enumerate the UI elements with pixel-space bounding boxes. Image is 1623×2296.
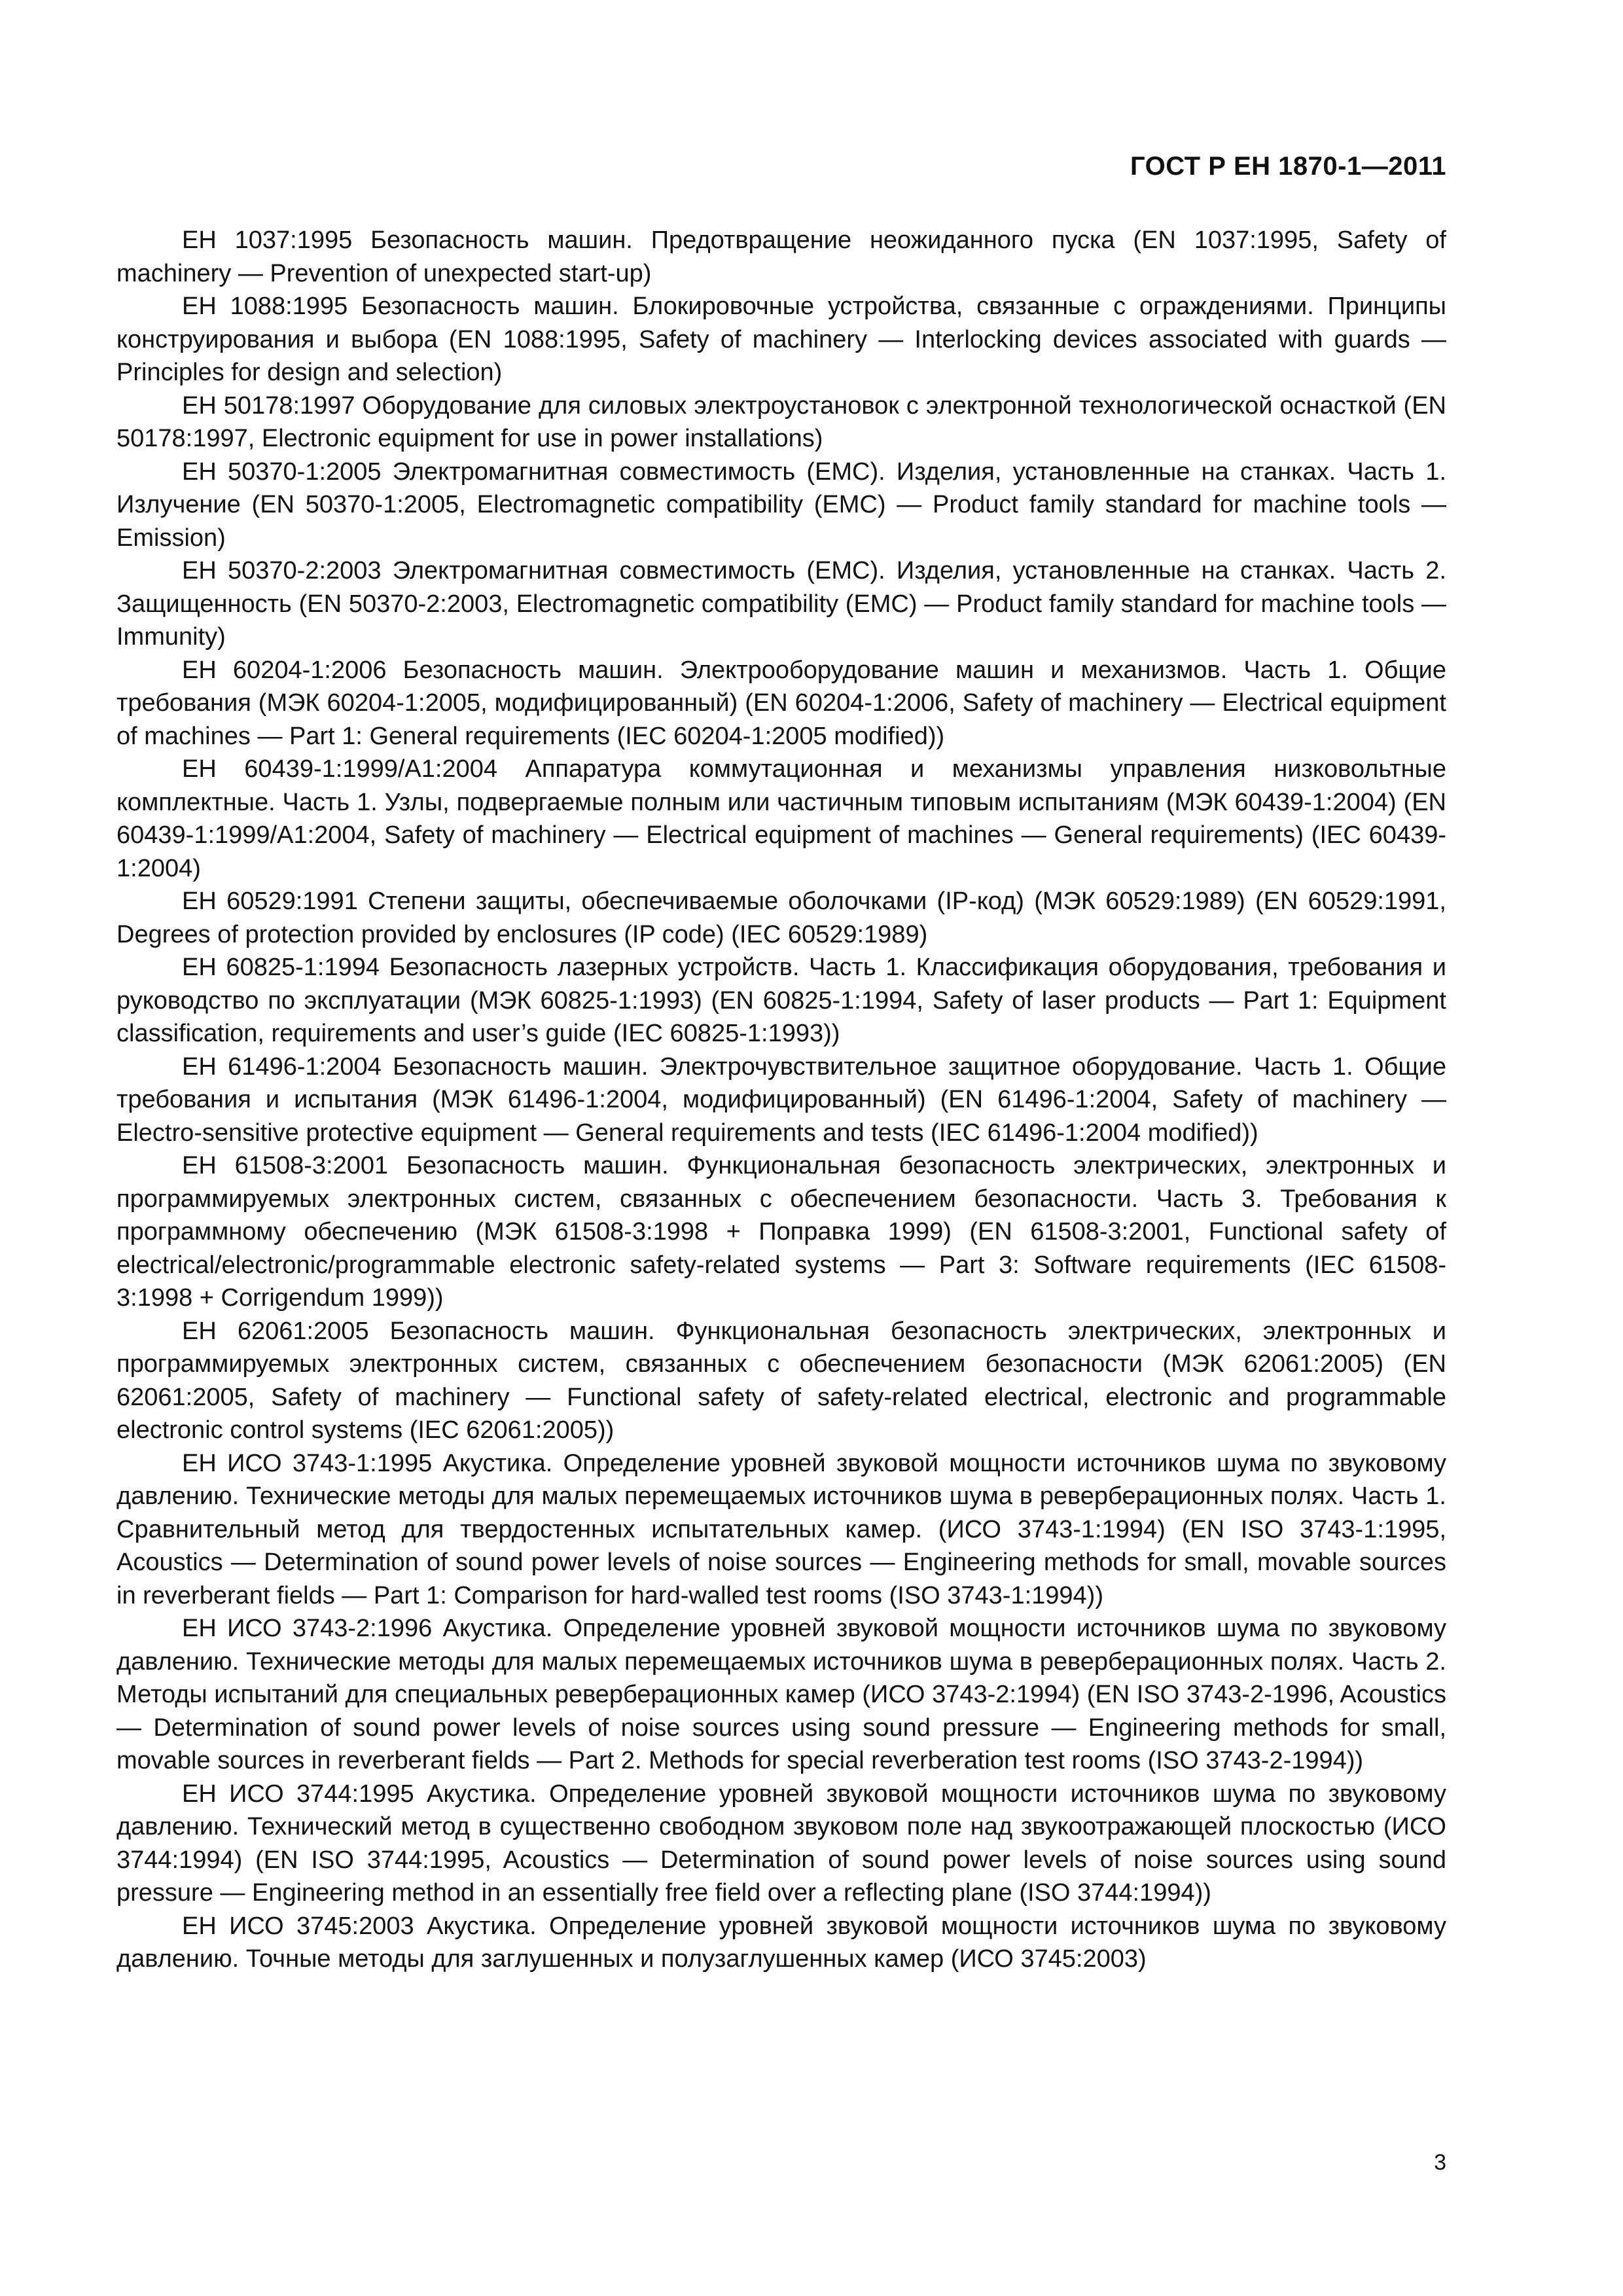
reference-paragraph: ЕН 62061:2005 Безопасность машин. Функциональная безопасность электрических, электронных и программируемых электронных систем, связанных с обеспечением безопасности (МЭК 62061:2005) (EN 62061:2005, Safety of machinery — Functional safety of safety-related electrical, electronic and programmable electronic control systems (IEC 62061:2005)) [116,1317,1446,1444]
reference-paragraph: ЕН ИСО 3744:1995 Акустика. Определение уровней звуковой мощности источников шума по звуковому давлению. Технический метод в существенно свободном звуковом поле над звукоотражающей плоскостью (ИСО 3744:1994) (EN ISO 3744:1995, Acoustics — Determination of sound power levels of noise sources using sound pressure — Engineering method in an essentially free field over a reflecting plane (ISO 3744:1994)) [116,1780,1446,1907]
reference-paragraph: ЕН ИСО 3743-2:1996 Акустика. Определение уровней звуковой мощности источников шума по звуковому давлению. Технические методы для малых перемещаемых источников шума в реверберационных полях. Часть 2. Методы испытаний для специальных реверберационных камер (ИСО 3743-2:1994) (EN ISO 3743-2-1996, Acoustics — Determination of sound power levels of noise sources using sound pressure — Engineering methods for small, movable sources in reverberant fields — Part 2. Methods for special reverberation test rooms (ISO 3743-2-1994)) [116,1615,1446,1774]
reference-paragraph: ЕН 61496-1:2004 Безопасность машин. Электрочувствительное защитное оборудование. Часть 1. Общие требования и испытания (МЭК 61496-1:2004, модифицированный) (EN 61496-1:2004, Safety of machinery — Electro-sensitive protective equipment — General requirements and tests (IEC 61496-1:2004 modified)) [116,1052,1446,1147]
reference-paragraph: ЕН 60204-1:2006 Безопасность машин. Электрооборудование машин и механизмов. Часть 1. Общие требования (МЭК 60204-1:2005, модифицированный) (EN 60204-1:2006, Safety of machinery — Electrical equipment of machines — Part 1: General requirements (IEC 60204-1:2005 modified)) [116,656,1446,750]
reference-paragraph: ЕН 50370-2:2003 Электромагнитная совместимость (ЕМС). Изделия, установленные на станках. Часть 2. Защищенность (EN 50370-2:2003, Electromagnetic compatibility (EMC) — Product family standard for machine tools — Immunity) [116,557,1446,651]
reference-paragraph: ЕН 1037:1995 Безопасность машин. Предотвращение неожиданного пуска (EN 1037:1995, Safety of machinery — Prevention of unexpected start-up) [116,226,1446,287]
reference-paragraph: ЕН 50178:1997 Оборудование для силовых электроустановок с электронной технологической оснасткой (EN 50178:1997, Electronic equipment for use in power installations) [116,391,1446,452]
reference-paragraph: ЕН 60825-1:1994 Безопасность лазерных устройств. Часть 1. Классификация оборудования, требования и руководство по эксплуатации (МЭК 60825-1:1993) (EN 60825-1:1994, Safety of laser products — Part 1: Equipment classification, requirements and user’s guide (IEC 60825-1:1993)) [116,954,1446,1047]
reference-paragraph: ЕН ИСО 3745:2003 Акустика. Определение уровней звуковой мощности источников шума по звуковому давлению. Точные методы для заглушенных и полузаглушенных камер (ИСО 3745:2003) [116,1912,1446,1973]
page-number: 3 [1434,2150,1446,2175]
normative-references-body [116,224,1446,1976]
standard-code-header: ГОСТ Р ЕН 1870-1—2011 [1130,152,1446,181]
reference-paragraph: ЕН 1088:1995 Безопасность машин. Блокировочные устройства, связанные с ограждениями. Принципы конструирования и выбора (EN 1088:1995, Safety of machinery — Interlocking devices associated with guards — Principles for design and selection) [116,293,1446,386]
reference-paragraph: ЕН 60529:1991 Степени защиты, обеспечиваемые оболочками (IP-код) (МЭК 60529:1989) (EN 60529:1991, Degrees of protection provided by enclosures (IP code) (IEC 60529:1989) [116,888,1446,948]
reference-paragraph: ЕН ИСО 3743-1:1995 Акустика. Определение уровней звуковой мощности источников шума по звуковому давлению. Технические методы для малых перемещаемых источников шума в реверберационных полях. Часть 1. Сравнительный метод для твердостенных испытательных камер. (ИСО 3743-1:1994) (EN ISO 3743-1:1995, Acoustics — Determination of sound power levels of noise sources — Engineering methods for small, movable sources in reverberant fields — Part 1: Comparison for hard-walled test rooms (ISO 3743-1:1994)) [116,1449,1446,1609]
reference-paragraph: ЕН 50370-1:2005 Электромагнитная совместимость (ЕМС). Изделия, установленные на станках. Часть 1. Излучение (EN 50370-1:2005, Electromagnetic compatibility (EMC) — Product family standard for machine tools — Emission) [116,457,1446,552]
reference-paragraph: ЕН 60439-1:1999/А1:2004 Аппаратура коммутационная и механизмы управления низковольтные комплектные. Часть 1. Узлы, подвергаемые полным или частичным типовым испытаниям (МЭК 60439-1:2004) (EN 60439-1:1999/A1:2004, Safety of machinery — Electrical equipment of machines — General requirements) (IEC 60439-1:2004) [116,755,1446,882]
reference-paragraph: ЕН 61508-3:2001 Безопасность машин. Функциональная безопасность электрических, электронных и программируемых электронных систем, связанных с обеспечением безопасности. Часть 3. Требования к программному обеспечению (МЭК 61508-3:1998 + Поправка 1999) (EN 61508-3:2001, Functional safety of electrical/electronic/programmable electronic safety-related systems — Part 3: Software requirements (IEC 61508-3:1998 + Corrigendum 1999)) [116,1152,1446,1312]
